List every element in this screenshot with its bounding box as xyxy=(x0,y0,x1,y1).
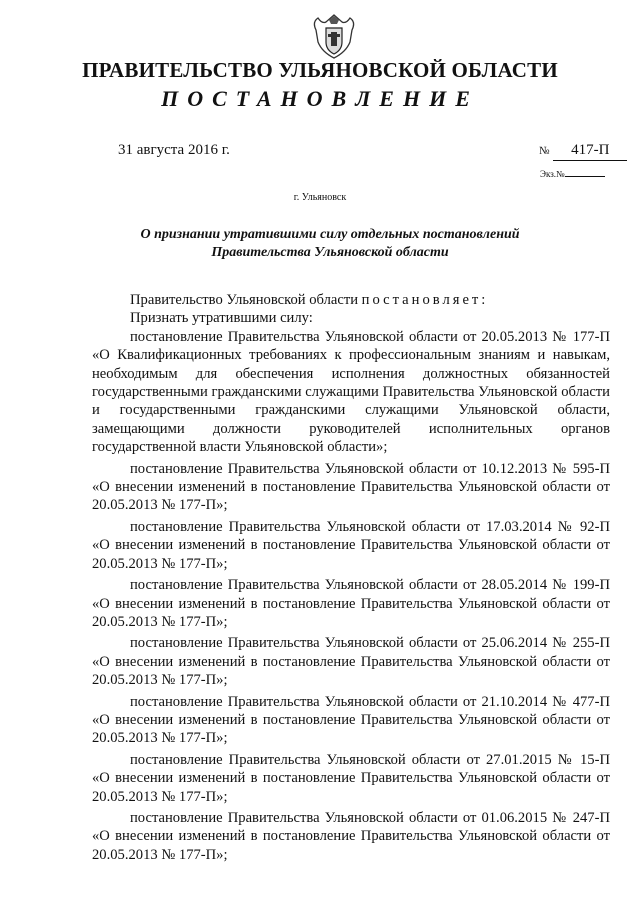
list-item: постановление Правительства Ульяновской области от 10.12.2013 № 595-П «О внесении изменений в постановление Правительства Ульяновской области от 20.05.2013 № 177-П»; xyxy=(92,460,610,514)
intro-spaced: постановляет: xyxy=(361,292,489,308)
title-line-1: О признании утратившими силу отдельных постановлений xyxy=(140,227,520,242)
list-item: постановление Правительства Ульяновской области от 25.06.2014 № 255-П «О внесении изменений в постановление Правительства Ульяновской области от 20.05.2013 № 177-П»; xyxy=(92,635,610,689)
coat-of-arms-icon xyxy=(312,12,356,62)
document-number xyxy=(539,142,627,161)
document-type: ПОСТАНОВЛЕНИЕ xyxy=(161,86,479,111)
document-body xyxy=(92,291,610,864)
number-value: 417-П xyxy=(553,142,627,161)
list-item: постановление Правительства Ульяновской области от 21.10.2014 № 477-П «О внесении изменений в постановление Правительства Ульяновской области от 20.05.2013 № 177-П»; xyxy=(92,693,610,747)
document-title xyxy=(90,226,570,262)
intro-prefix: Правительство Ульяновской области xyxy=(130,292,362,308)
organization-name: ПРАВИТЕЛЬСТВО УЛЬЯНОВСКОЙ ОБЛАСТИ xyxy=(82,58,558,82)
copy-number xyxy=(540,169,605,179)
number-sign: № xyxy=(539,145,550,157)
copy-label: Экз.№ xyxy=(540,169,565,179)
recognize-paragraph: Признать утратившими силу: xyxy=(130,310,313,327)
city: г. Ульяновск xyxy=(293,192,347,203)
title-line-2: Правительства Ульяновской области xyxy=(211,245,449,260)
list-item: постановление Правительства Ульяновской области от 01.06.2015 № 247-П «О внесении изменений в постановление Правительства Ульяновской области от 20.05.2013 № 177-П»; xyxy=(92,809,610,863)
list-item: постановление Правительства Ульяновской области от 27.01.2015 № 15-П «О внесении изменений в постановление Правительства Ульяновской области от 20.05.2013 № 177-П»; xyxy=(92,751,610,805)
document-date: 31 августа 2016 г. xyxy=(118,142,230,158)
list-item: постановление Правительства Ульяновской области от 28.05.2014 № 199-П «О внесении изменений в постановление Правительства Ульяновской области от 20.05.2013 № 177-П»; xyxy=(92,577,610,630)
intro-paragraph xyxy=(92,291,610,309)
list-item: постановление Правительства Ульяновской области от 20.05.2013 № 177-П «О Квалификационных требованиях к профессиональным знаниям и навыкам, необходимым для обеспечения исполнения должностных обязанностей государственными гражданскими служащими Правительства Ульяновской области и государственными гражданскими служащими Ульяновской области, замещающими должности руководителей исполнительных органов государственной власти Ульяновской области»; xyxy=(92,328,610,456)
list-item: постановление Правительства Ульяновской области от 17.03.2014 № 92-П «О внесении изменений в постановление Правительства Ульяновской области от 20.05.2013 № 177-П»; xyxy=(92,518,610,572)
